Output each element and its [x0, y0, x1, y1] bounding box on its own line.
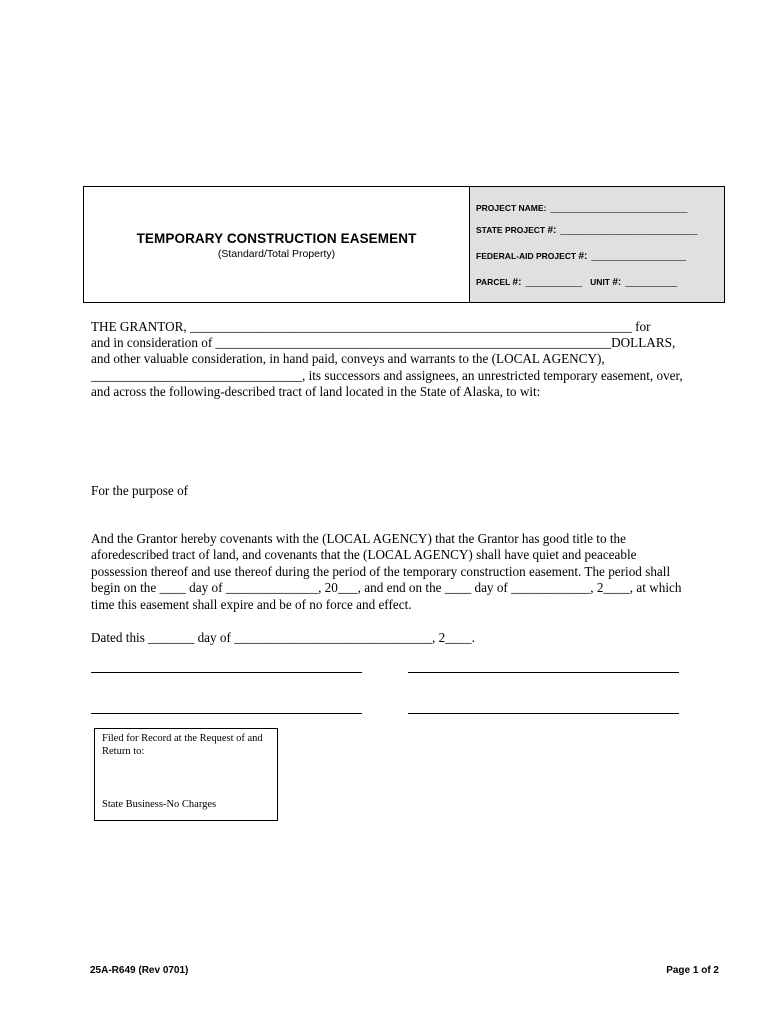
covenant-line-3: possession thereof and use thereof during the period of the temporary construction easement. The period shall — [91, 564, 671, 579]
filing-request-text: Filed for Record at the Request of and Return to: — [102, 733, 263, 757]
covenant-line-1: And the Grantor hereby covenants with the (LOCAL AGENCY) that the Grantor has good title to the — [91, 531, 626, 546]
signature-line-left-2 — [91, 713, 362, 714]
document-title: TEMPORARY CONSTRUCTION EASEMENT — [136, 231, 417, 246]
page-number: Page 1 of 2 — [666, 965, 719, 976]
covenant-line-5: time this easement shall expire and be of no force and effect. — [91, 597, 412, 612]
parcel-blank: ____________ — [525, 277, 583, 287]
unit-blank: ___________ — [625, 277, 678, 287]
consideration-line: and in consideration of ____________________________________________________________DOLLARS, — [91, 335, 676, 350]
project-name-blank: _____________________________ — [550, 203, 688, 213]
grantor-line: THE GRANTOR, ___________________________________________________________________ for — [91, 319, 651, 334]
state-project-label: STATE PROJECT — [476, 225, 548, 235]
header-box — [83, 186, 725, 303]
federal-aid-field — [476, 251, 686, 262]
signature-line-left-1 — [91, 672, 362, 673]
form-number: 25A-R649 (Rev 0701) — [90, 965, 189, 976]
project-info-cell — [470, 187, 724, 302]
grantee-line: ________________________________, its successors and assignees, an unrestricted temporary easement, over, — [91, 368, 683, 383]
covenant-line-4: begin on the ____ day of ______________, 20___, and end on the ____ day of ____________, 2____, at which — [91, 580, 682, 595]
unit-label: UNIT — [590, 277, 613, 287]
filing-box — [94, 728, 278, 821]
project-name-label: PROJECT NAME: — [476, 203, 547, 213]
dated-line: Dated this _______ day of ______________________________, 2____. — [91, 630, 475, 645]
parcel-unit-field — [476, 277, 677, 288]
signature-line-right-1 — [408, 672, 679, 673]
state-project-field — [476, 225, 697, 236]
parcel-label: PARCEL — [476, 277, 513, 287]
state-project-hash: #: — [547, 225, 557, 236]
federal-aid-blank: ____________________ — [591, 251, 686, 261]
parcel-hash: #: — [512, 277, 522, 288]
covenant-line-2: aforedescribed tract of land, and covenants that the (LOCAL AGENCY) shall have quiet and peaceable — [91, 547, 637, 562]
signature-line-right-2 — [408, 713, 679, 714]
federal-aid-label: FEDERAL-AID PROJECT — [476, 251, 579, 261]
filing-charges-text: State Business-No Charges — [102, 799, 217, 810]
conveyance-line: and other valuable consideration, in hand paid, conveys and warrants to the (LOCAL AGENCY), — [91, 351, 605, 366]
document-subtitle: (Standard/Total Property) — [217, 248, 336, 260]
tract-line: and across the following-described tract of land located in the State of Alaska, to wit: — [91, 384, 541, 399]
federal-aid-hash: #: — [578, 251, 588, 262]
unit-hash: #: — [612, 277, 622, 288]
state-project-blank: _____________________________ — [560, 225, 698, 235]
title-cell — [84, 187, 470, 302]
project-name-field — [476, 203, 687, 213]
purpose-line: For the purpose of — [91, 483, 189, 498]
